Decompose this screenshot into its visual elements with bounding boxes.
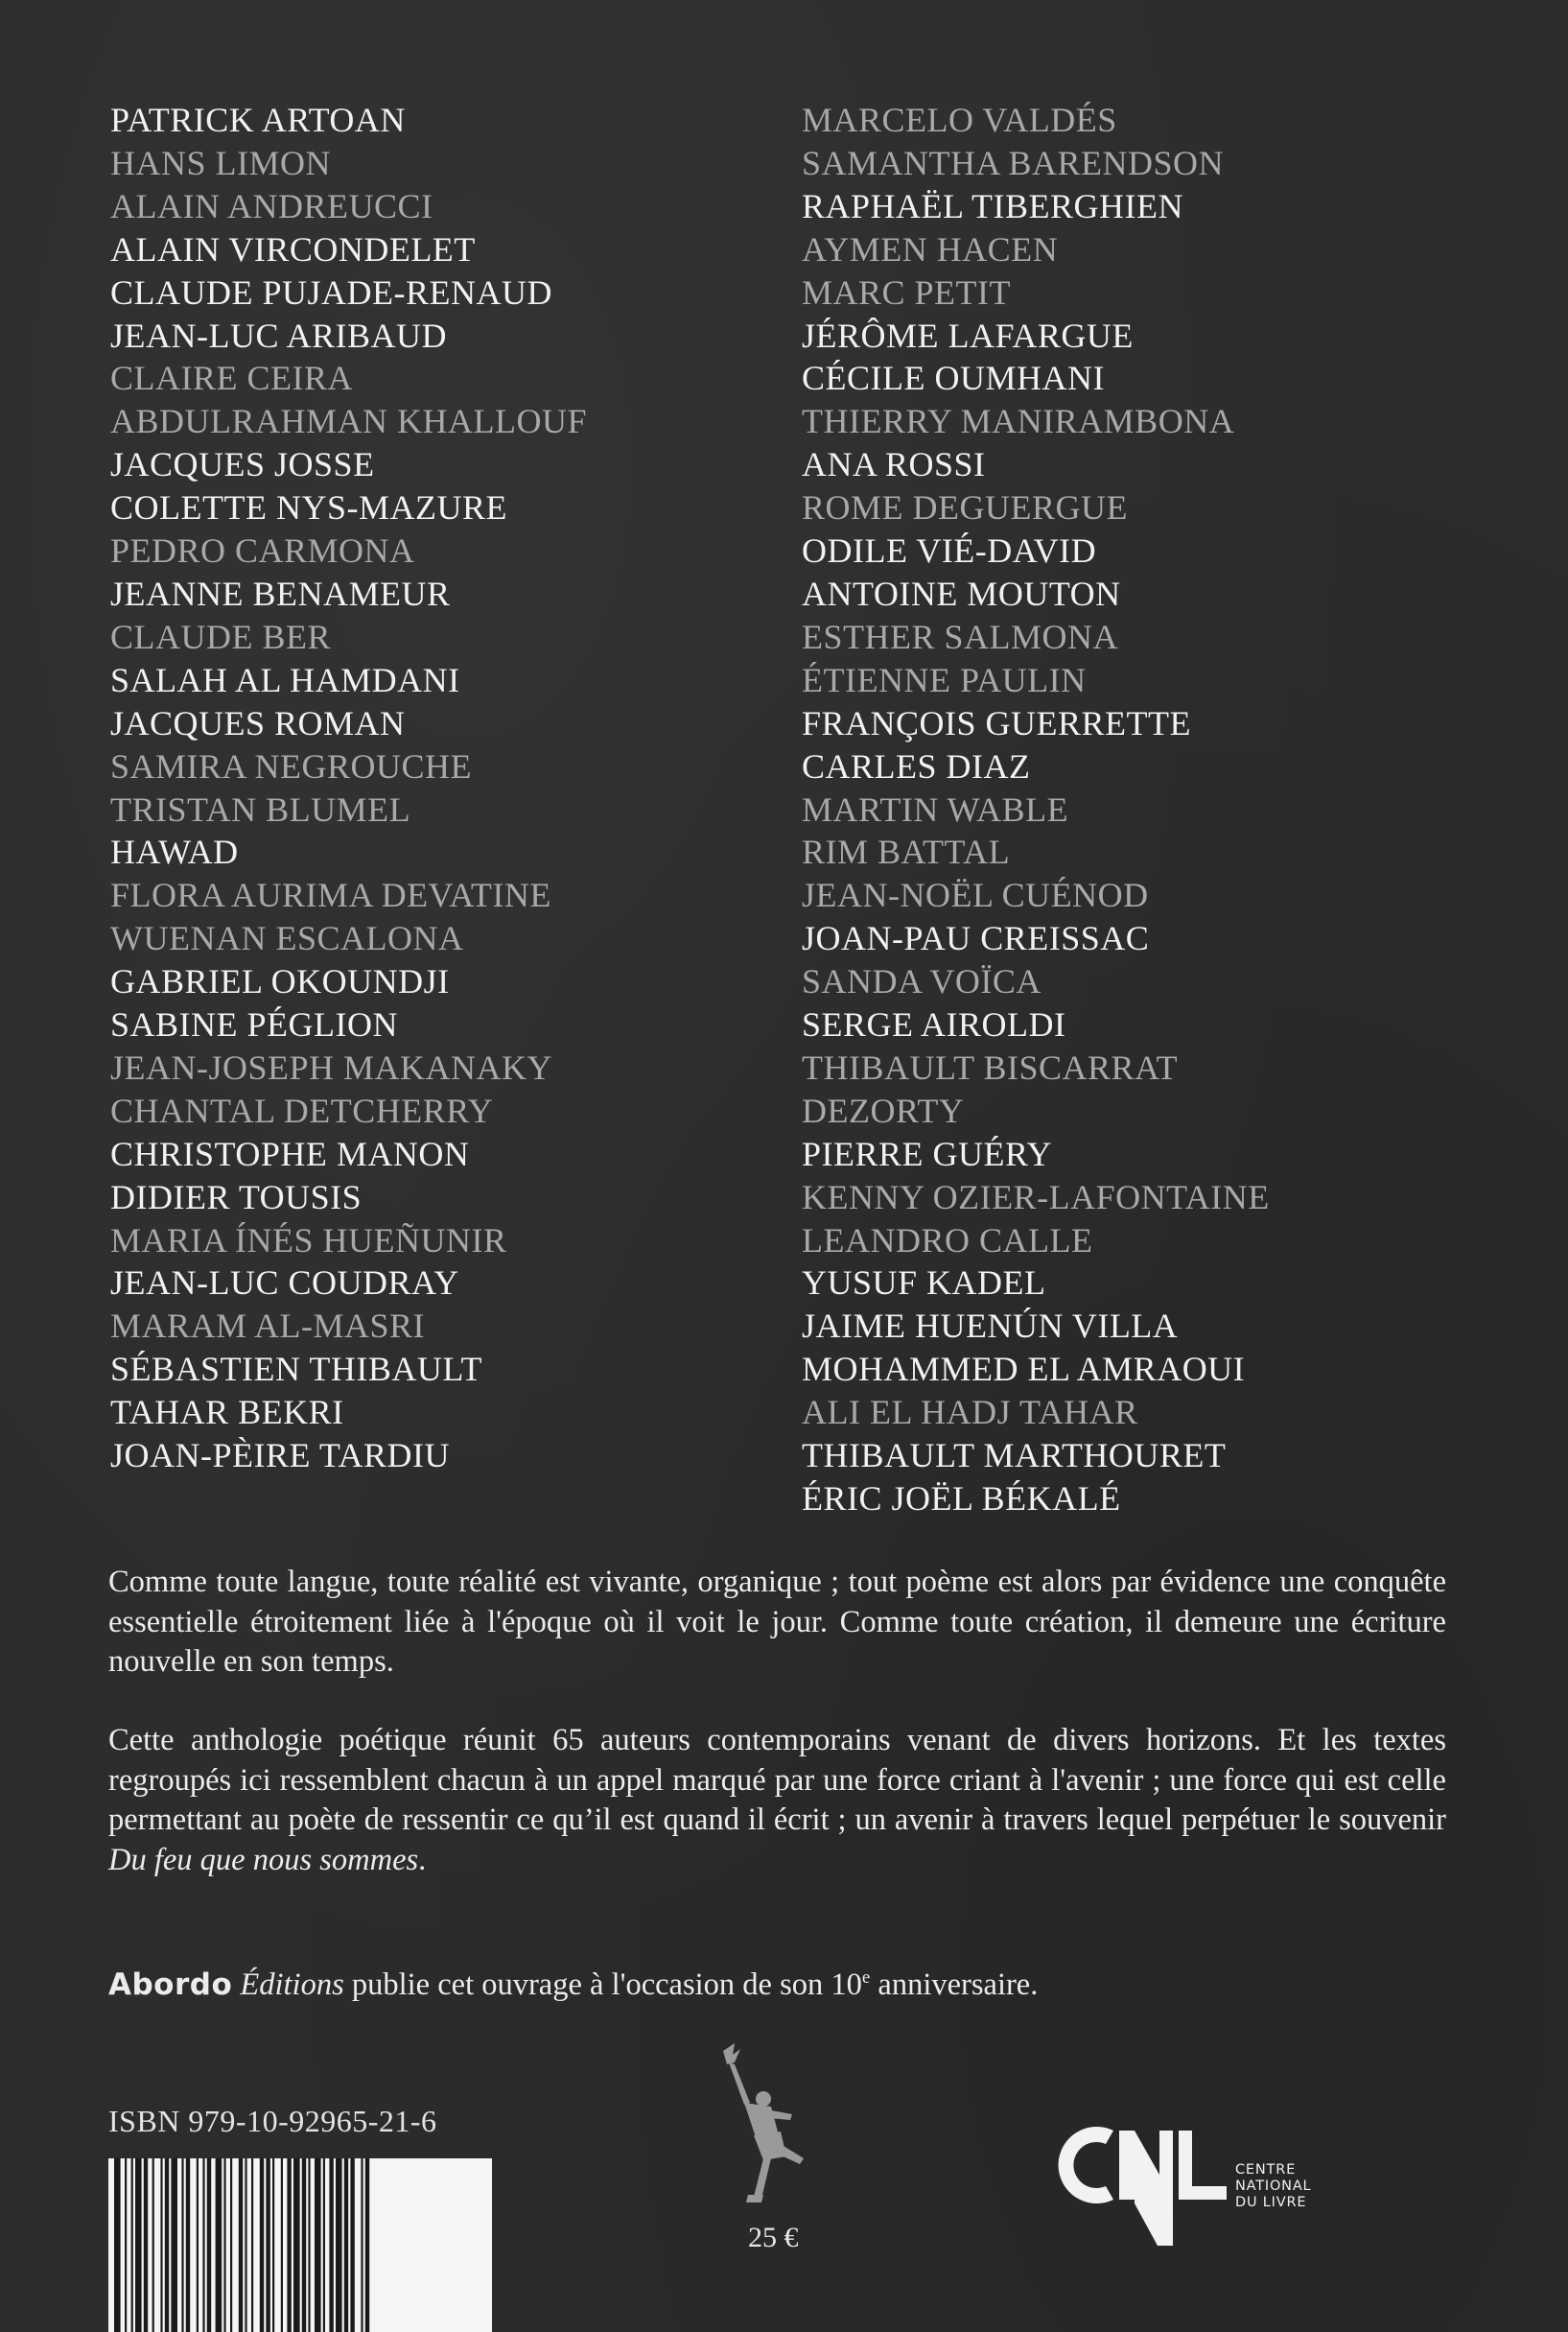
publisher-note <box>108 1967 1038 2003</box>
author-name: MARIA ÍNÉS HUEÑUNIR <box>110 1220 507 1260</box>
author-name: PATRICK ARTOAN <box>110 101 406 139</box>
author-name: AYMEN HACEN <box>802 229 1059 269</box>
author-name: KENNY OZIER-LAFONTAINE <box>802 1177 1270 1216</box>
author-name: HANS LIMON <box>110 143 331 182</box>
author-name: THIBAULT MARTHOURET <box>802 1436 1227 1475</box>
author-name: MOHAMMED EL AMRAOUI <box>802 1350 1246 1389</box>
author-name: ALI EL HADJ TAHAR <box>802 1393 1138 1432</box>
cnl-caption <box>1235 2162 1311 2211</box>
author-name: JEAN-JOSEPH MAKANAKY <box>110 1048 553 1087</box>
isbn-number: ISBN 979-10-92965-21-6 <box>108 2104 437 2138</box>
publisher-note-end: anniversaire. <box>870 1967 1039 2002</box>
author-name: PIERRE GUÉRY <box>802 1134 1053 1173</box>
anthology-title: Du feu que nous sommes <box>108 1842 419 1877</box>
blurb-paragraph-2-end: . <box>418 1842 427 1877</box>
author-name: SABINE PÉGLION <box>110 1005 398 1045</box>
blurb-paragraph-1 <box>108 1563 1446 1683</box>
author-name: FRANÇOIS GUERRETTE <box>802 703 1192 742</box>
author-name: SÉBASTIEN THIBAULT <box>110 1350 483 1389</box>
publisher-imprint: Éditions <box>240 1967 344 2002</box>
author-name: JEAN-LUC ARIBAUD <box>110 316 448 355</box>
author-name: SAMIRA NEGROUCHE <box>110 746 473 786</box>
author-name: MARCELO VALDÉS <box>802 101 1117 139</box>
author-name: JEAN-LUC COUDRAY <box>110 1263 459 1303</box>
author-name: ALAIN ANDREUCCI <box>110 186 433 225</box>
author-name: SERGE AIROLDI <box>802 1005 1066 1045</box>
author-name: JACQUES ROMAN <box>110 703 406 742</box>
blurb-paragraph-2-text: Cette anthologie poétique réunit 65 auteurs contemporains venant de divers horizons. Et les textes regroupés ici ressemblent chacun à un appel marqué par une force criant à l'avenir ; une force qui est celle permettant au poète de ressentir ce qu’il est quand il écrit ; un avenir à travers lequel perpétuer le souvenir <box>108 1723 1446 1837</box>
blurb-paragraph-2 <box>108 1721 1446 1880</box>
author-name: SALAH AL HAMDANI <box>110 660 460 699</box>
author-name: ÉRIC JOËL BÉKALÉ <box>802 1479 1121 1518</box>
author-name: SAMANTHA BARENDSON <box>802 143 1225 182</box>
author-name: DEZORTY <box>802 1091 965 1130</box>
cnl-caption-line: NATIONAL <box>1235 2179 1312 2194</box>
author-name: CÉCILE OUMHANI <box>802 359 1105 398</box>
author-name: CARLES DIAZ <box>802 746 1031 786</box>
author-name: MARTIN WABLE <box>802 789 1069 829</box>
author-name: ROME DEGUERGUE <box>802 488 1128 528</box>
author-name: MARAM AL-MASRI <box>110 1307 426 1346</box>
author-name: JOAN-PAU CREISSAC <box>802 919 1150 958</box>
publisher-note-text: publie cet ouvrage à l'occasion de son 10 <box>343 1967 862 2002</box>
cnl-logo <box>1039 2104 1230 2300</box>
author-name: DIDIER TOUSIS <box>110 1177 363 1216</box>
author-name: ANA ROSSI <box>802 445 986 484</box>
author-name: ABDULRAHMAN KHALLOUF <box>110 402 588 441</box>
author-name: JAIME HUENÚN VILLA <box>802 1307 1179 1346</box>
author-name: CLAUDE BER <box>110 617 331 656</box>
barcode-icon <box>108 2158 492 2332</box>
author-name: JEAN-NOËL CUÉNOD <box>802 876 1149 915</box>
author-name: PEDRO CARMONA <box>110 531 415 571</box>
author-name: JEANNE BENAMEUR <box>110 574 451 613</box>
author-name: THIERRY MANIRAMBONA <box>802 402 1235 441</box>
author-name: MARC PETIT <box>802 272 1012 312</box>
author-name: CLAIRE CEIRA <box>110 359 353 398</box>
author-name: JACQUES JOSSE <box>110 445 375 484</box>
author-name: CHANTAL DETCHERRY <box>110 1091 494 1130</box>
cnl-caption-line: DU LIVRE <box>1235 2195 1307 2210</box>
author-name: CHRISTOPHE MANON <box>110 1134 470 1173</box>
author-name: TAHAR BEKRI <box>110 1393 344 1432</box>
author-name: YUSUF KADEL <box>802 1263 1046 1303</box>
author-name: ODILE VIÉ-DAVID <box>802 531 1097 571</box>
author-name: GABRIEL OKOUNDJI <box>110 962 450 1001</box>
price-label: 25 € <box>748 2222 799 2253</box>
cnl-caption-line: CENTRE <box>1235 2162 1297 2178</box>
publisher-logo: Abordo <box>108 1967 233 2002</box>
author-name: COLETTE NYS-MAZURE <box>110 488 507 528</box>
author-name: RIM BATTAL <box>802 833 1011 872</box>
blurb-paragraph-1-text: Comme toute langue, toute réalité est vivante, organique ; tout poème est alors par évidence une conquête essentielle étroitement liée à l'époque où il voit le jour. Comme toute création, il demeure une écriture nouvelle en son temps. <box>108 1565 1446 1679</box>
author-name: TRISTAN BLUMEL <box>110 789 411 829</box>
author-name: FLORA AURIMA DEVATINE <box>110 876 551 915</box>
author-name: WUENAN ESCALONA <box>110 919 464 958</box>
author-name: ANTOINE MOUTON <box>802 574 1121 613</box>
author-name: RAPHAËL TIBERGHIEN <box>802 186 1183 225</box>
author-name: THIBAULT BISCARRAT <box>802 1048 1179 1087</box>
author-list-right <box>802 99 1270 1520</box>
author-list-left <box>110 99 587 1477</box>
author-name: HAWAD <box>110 833 239 872</box>
publisher-note-superscript: e <box>861 1967 871 1989</box>
author-name: ALAIN VIRCONDELET <box>110 229 476 269</box>
dancing-figure-icon <box>696 2043 811 2216</box>
author-name: SANDA VOÏCA <box>802 962 1041 1001</box>
author-name: ESTHER SALMONA <box>802 617 1119 656</box>
author-name: JÉRÔME LAFARGUE <box>802 316 1134 355</box>
author-name: ÉTIENNE PAULIN <box>802 660 1087 699</box>
author-name: LEANDRO CALLE <box>802 1220 1093 1260</box>
author-name: CLAUDE PUJADE-RENAUD <box>110 272 552 312</box>
author-name: JOAN-PÈIRE TARDIU <box>110 1436 450 1475</box>
